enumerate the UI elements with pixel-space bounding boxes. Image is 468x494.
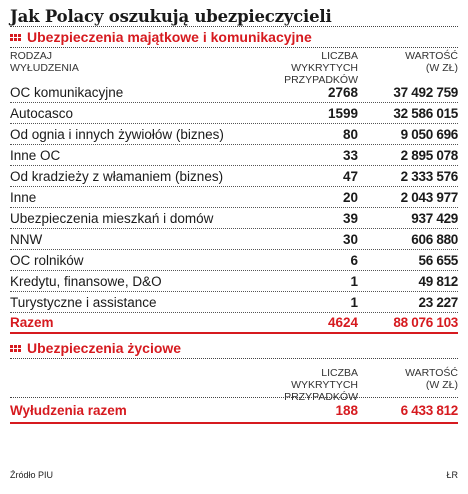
- row-label: Autocasco: [10, 105, 74, 121]
- total-count: 4624: [327, 315, 358, 330]
- row-count: 33: [342, 147, 358, 163]
- row-label: Inne OC: [10, 147, 61, 163]
- row-value: 606 880: [411, 231, 458, 247]
- column-headers: [10, 48, 458, 86]
- section-title: Ubezpieczenia majątkowe i komunikacyjne: [27, 29, 312, 45]
- row-label: OC komunikacyjne: [10, 84, 124, 100]
- row-label: Od kradzieży z włamaniem (biznes): [10, 168, 224, 184]
- column-headers: [10, 359, 458, 403]
- source-credit: Źródło PIU: [10, 470, 54, 480]
- footer: [10, 470, 458, 480]
- table-row: [10, 145, 458, 166]
- table-row: [10, 271, 458, 292]
- row-value: 9 050 696: [400, 126, 458, 142]
- column-header-count: [258, 367, 358, 403]
- column-header-count: [258, 50, 358, 86]
- column-header-line: WARTOŚĆ: [405, 50, 458, 62]
- table-row: [10, 187, 458, 208]
- total-label: Razem: [10, 315, 54, 330]
- column-header-line: PRZYPADKÓW: [284, 391, 358, 403]
- column-header-line: (W ZŁ): [425, 379, 458, 391]
- table-row: [10, 229, 458, 250]
- total-value: 88 076 103: [393, 315, 458, 330]
- row-value: 937 429: [411, 210, 458, 226]
- row-label: OC rolników: [10, 252, 84, 268]
- row-label: Inne: [10, 189, 37, 205]
- table-row: [10, 208, 458, 229]
- column-header-value: [358, 367, 458, 397]
- column-header-line: WARTOŚĆ: [405, 367, 458, 379]
- row-value: 23 227: [418, 294, 458, 310]
- row-value: 37 492 759: [393, 84, 458, 100]
- row-label: Kredytu, finansowe, D&O: [10, 273, 162, 289]
- row-value: 2 333 576: [400, 168, 458, 184]
- section-heading-property: [10, 27, 458, 47]
- row-count: 1: [350, 294, 358, 310]
- row-count: 30: [342, 231, 358, 247]
- row-label: Od ognia i innych żywiołów (biznes): [10, 126, 224, 142]
- row-value: 2 043 977: [400, 189, 458, 205]
- grid-dots-icon: [10, 345, 21, 352]
- row-value: 56 655: [418, 252, 458, 268]
- table-row: [10, 292, 458, 313]
- column-header-type: [10, 50, 258, 82]
- table-row: [10, 166, 458, 187]
- total-count: 188: [335, 402, 358, 418]
- total-row-property: [10, 313, 458, 334]
- row-count: 2768: [327, 84, 358, 100]
- row-label: Ubezpieczenia mieszkań i domów: [10, 210, 214, 226]
- table-row: [10, 250, 458, 271]
- grid-dots-icon: [10, 34, 21, 41]
- column-header-line: (W ZŁ): [425, 62, 458, 74]
- author-initials: ŁR: [446, 470, 458, 480]
- column-header-value: [358, 50, 458, 82]
- row-value: 2 895 078: [400, 147, 458, 163]
- row-label: Turystyczne i assistance: [10, 294, 157, 310]
- total-label: Wyłudzenia razem: [10, 402, 127, 418]
- column-header-line: RODZAJ: [10, 50, 52, 62]
- section-title: Ubezpieczenia życiowe: [27, 340, 182, 356]
- section-heading-life: [10, 338, 458, 358]
- total-value: 6 433 812: [400, 402, 458, 418]
- row-count: 39: [342, 210, 358, 226]
- row-count: 1599: [327, 105, 358, 121]
- column-header-line: LICZBA WYKRYTYCH: [291, 367, 358, 391]
- table-row: [10, 124, 458, 145]
- row-count: 47: [342, 168, 358, 184]
- column-header-line: WYŁUDZENIA: [10, 62, 79, 74]
- property-table: [10, 82, 458, 313]
- page-title: Jak Polacy oszukują ubezpieczycieli: [10, 7, 332, 26]
- row-count: 6: [350, 252, 358, 268]
- column-header-line: LICZBA WYKRYTYCH: [291, 50, 358, 74]
- row-label: NNW: [10, 231, 43, 247]
- row-count: 80: [342, 126, 358, 142]
- row-value: 32 586 015: [393, 105, 458, 121]
- row-count: 1: [350, 273, 358, 289]
- total-row-life: [10, 398, 458, 424]
- table-row: [10, 82, 458, 103]
- table-row: [10, 103, 458, 124]
- row-count: 20: [342, 189, 358, 205]
- column-header-line: PRZYPADKÓW: [284, 74, 358, 86]
- row-value: 49 812: [418, 273, 458, 289]
